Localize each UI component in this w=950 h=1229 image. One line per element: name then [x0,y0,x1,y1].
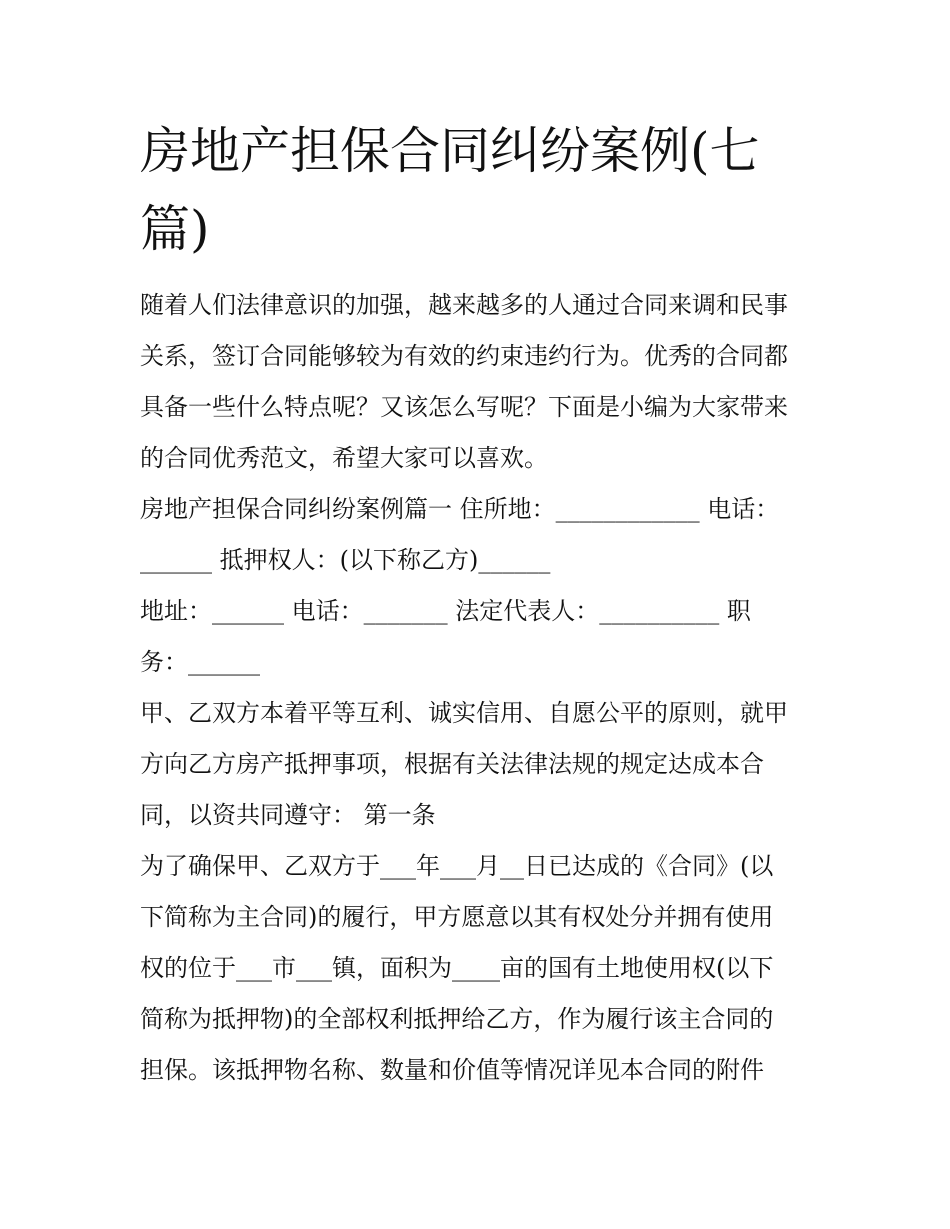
body-line: 随着人们法律意识的加强，越来越多的人通过合同来调和民事 [140,291,788,319]
document-title: 房地产担保合同纠纷案例(七篇) [140,122,760,258]
body-line: 下简称为主合同)的履行，甲方愿意以其有权处分并拥有使用 [140,903,774,931]
body-line: 的合同优秀范文，希望大家可以喜欢。 [140,444,548,472]
body-line: 同，以资共同遵守： 第一条 [140,801,436,829]
body-line: 担保。该抵押物名称、数量和价值等情况详见本合同的附件 [140,1056,764,1084]
body-line: 房地产担保合同纠纷案例篇一 住所地：____________ 电话： [140,495,780,523]
body-line: 具备一些什么特点呢？又该怎么写呢？下面是小编为大家带来 [140,393,788,421]
body-line: 方向乙方房产抵押事项，根据有关法律法规的规定达成本合 [140,750,764,778]
body-line: 务：______ [140,648,260,676]
body-line: 甲、乙双方本着平等互利、诚实信用、自愿公平的原则，就甲 [140,699,788,727]
body-line: 为了确保甲、乙双方于___年___月__日已达成的《合同》(以 [140,852,774,880]
body-line: 关系，签订合同能够较为有效的约束违约行为。优秀的合同都 [140,342,788,370]
document-body [140,280,830,1096]
body-line: 权的位于___市___镇，面积为____亩的国有土地使用权(以下 [140,954,774,982]
body-line: ______ 抵押权人：(以下称乙方)______ [140,546,551,574]
body-line: 地址：______ 电话：_______ 法定代表人：__________ 职 [140,597,751,625]
body-line: 简称为抵押物)的全部权利抵押给乙方，作为履行该主合同的 [140,1005,774,1033]
